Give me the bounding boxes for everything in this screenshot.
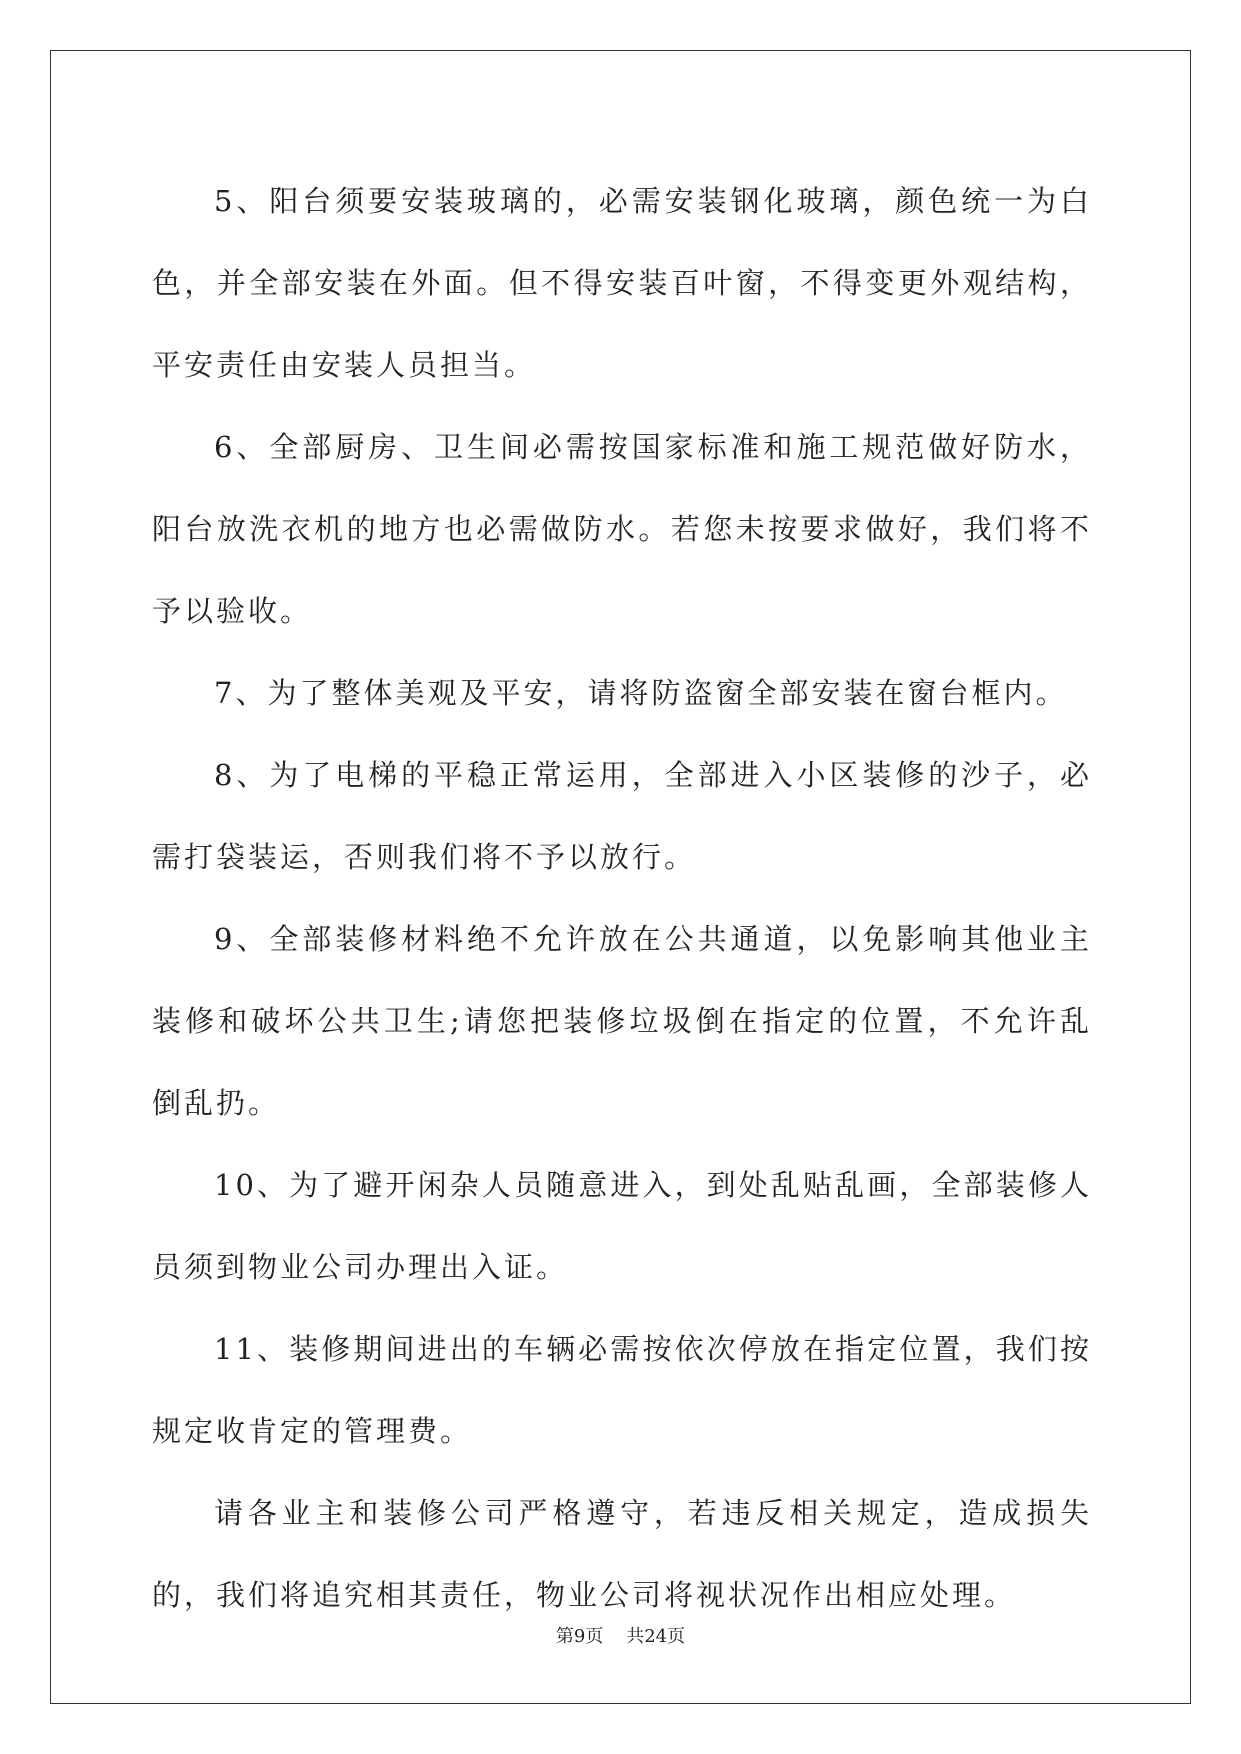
document-body [152,160,1092,1636]
paragraph-item-10: 10、为了避开闲杂人员随意进入，到处乱贴乱画，全部装修人员须到物业公司办理出入证。 [152,1168,1092,1284]
paragraph-item-11: 11、装修期间进出的车辆必需按依次停放在指定位置，我们按规定收肯定的管理费。 [152,1332,1092,1448]
page-number: 第9页 共24页 [555,1626,686,1647]
paragraph-closing: 请各业主和装修公司严格遵守，若违反相关规定，造成损失的，我们将追究相其责任，物业公司将视状况作出相应处理。 [152,1496,1092,1612]
page-footer [0,1622,1241,1648]
paragraph-item-5: 5、阳台须要安装玻璃的，必需安装钢化玻璃，颜色统一为白色，并全部安装在外面。但不得安装百叶窗，不得变更外观结构，平安责任由安装人员担当。 [152,184,1092,382]
paragraph-item-6: 6、全部厨房、卫生间必需按国家标准和施工规范做好防水，阳台放洗衣机的地方也必需做防水。若您未按要求做好，我们将不予以验收。 [152,430,1092,628]
paragraph-item-7: 7、为了整体美观及平安，请将防盗窗全部安装在窗台框内。 [214,676,1068,710]
paragraph-item-8: 8、为了电梯的平稳正常运用，全部进入小区装修的沙子，必需打袋装运，否则我们将不予以放行。 [152,758,1092,874]
paragraph-item-9: 9、全部装修材料绝不允许放在公共通道，以免影响其他业主装修和破坏公共卫生;请您把装修垃圾倒在指定的位置，不允许乱倒乱扔。 [152,922,1092,1120]
